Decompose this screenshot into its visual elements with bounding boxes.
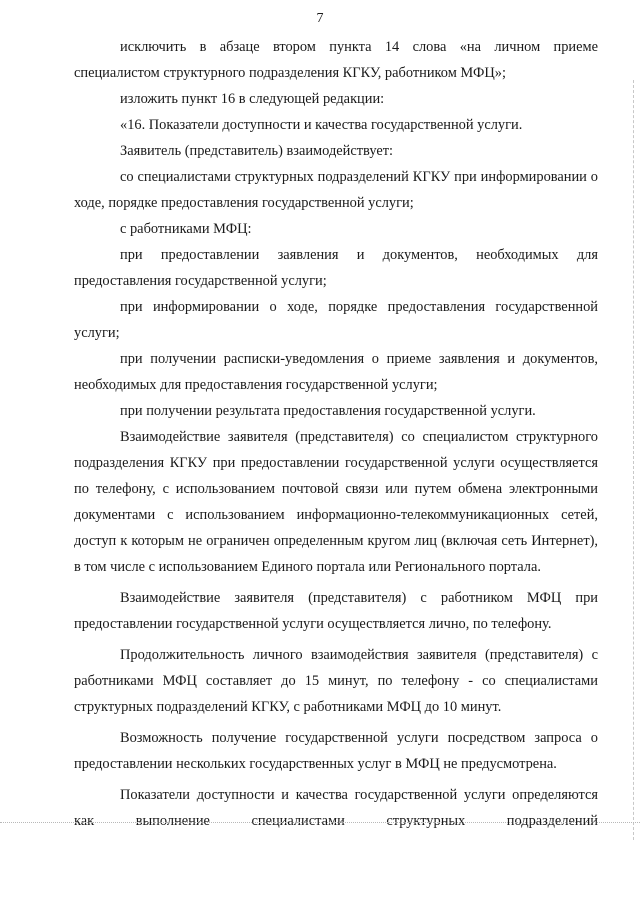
paragraph-4: Заявитель (представитель) взаимодействует:: [120, 143, 394, 159]
paragraph-10: при получении результата предоставления государственной услуги.: [120, 403, 536, 419]
paragraph-15: Показатели доступности и качества государственной услуги определяются как выполнение специалистами структурных подразделений: [74, 787, 598, 829]
paragraph-3: «16. Показатели доступности и качества государственной услуги.: [120, 117, 523, 133]
paragraph-1: исключить в абзаце втором пункта 14 слова «на личном приеме специалистом структурного подразделения КГКУ, работником МФЦ»;: [74, 39, 598, 81]
paragraph-7: при предоставлении заявления и документов, необходимых для предоставления государственной услуги;: [74, 247, 598, 289]
paragraph-14: Возможность получение государственной услуги посредством запроса о предоставлении нескольких государственных услуг в МФЦ не предусмотрена.: [74, 730, 598, 772]
paragraph-9: при получении расписки-уведомления о приеме заявления и документов, необходимых для предоставления государственной услуги;: [74, 351, 598, 393]
page-number: 7: [316, 11, 324, 26]
paragraph-2: изложить пункт 16 в следующей редакции:: [120, 91, 385, 107]
scan-edge-mark: [632, 80, 634, 840]
paragraph-13: Продолжительность личного взаимодействия заявителя (представителя) с работниками МФЦ составляет до 15 минут, по телефону - со специалистами структурных подразделений КГКУ, с работниками МФЦ до 10 минут.: [74, 647, 598, 715]
document-body: [74, 34, 598, 834]
scan-dotted-line: [0, 822, 640, 824]
paragraph-8: при информировании о ходе, порядке предоставления государственной услуги;: [74, 299, 598, 341]
paragraph-12: Взаимодействие заявителя (представителя) с работником МФЦ при предоставлении государственной услуги осуществляется лично, по телефону.: [74, 590, 598, 632]
paragraph-6: с работниками МФЦ:: [120, 221, 252, 237]
paragraph-5: со специалистами структурных подразделений КГКУ при информировании о ходе, порядке предоставления государственной услуги;: [74, 169, 598, 211]
paragraph-11: Взаимодействие заявителя (представителя) со специалистом структурного подразделения КГКУ при предоставлении государственной услуги осуществляется по телефону, с использованием почтовой связи или путем обмена электронными документами с использованием информационно-телекоммуникационных сетей, доступ к которым не ограничен определенным кругом лиц (включая сеть Интернет), в том числе с использованием Единого портала или Регионального портала.: [74, 429, 598, 575]
